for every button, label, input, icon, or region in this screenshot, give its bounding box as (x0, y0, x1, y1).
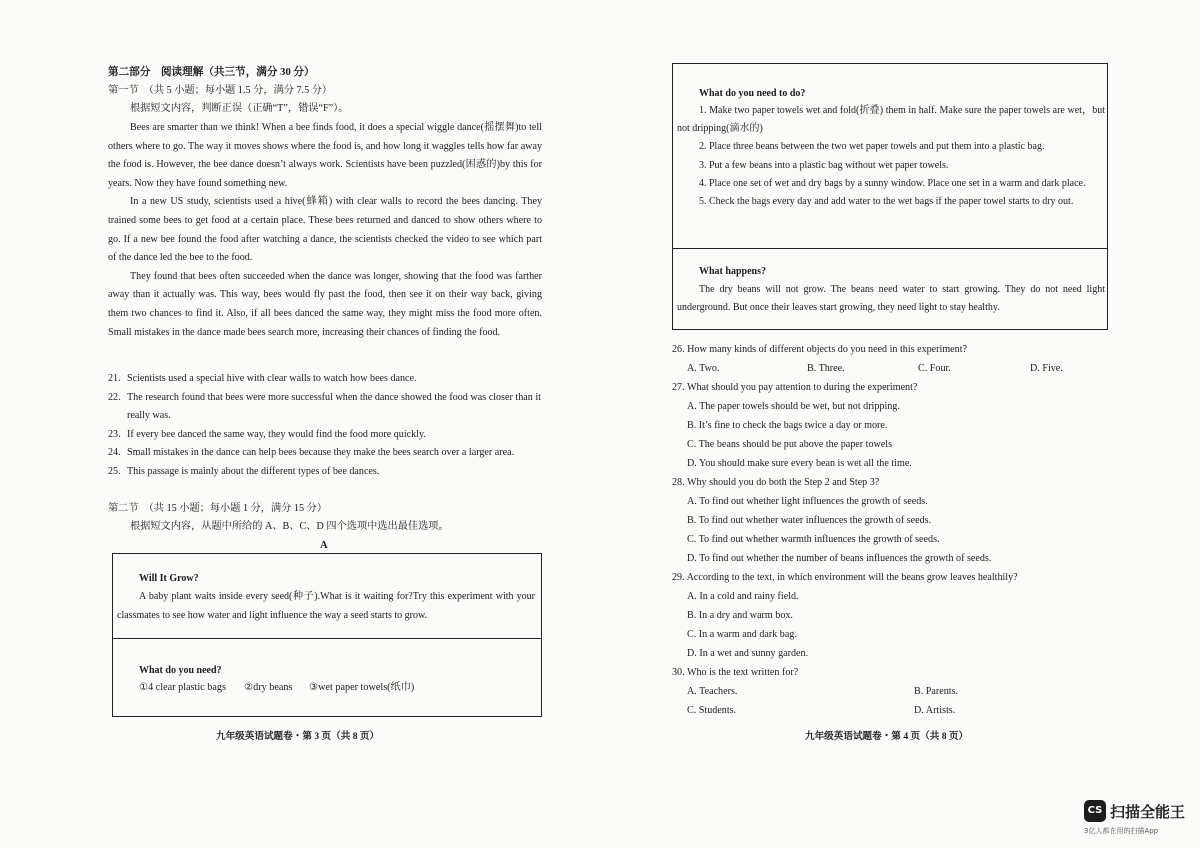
part1-title: 第一节 （共 5 小题；每小题 1.5 分，满分 7.5 分） (108, 85, 333, 96)
statement-text: Scientists used a special hive with clear walls to watch how bees dance. (127, 373, 417, 384)
box-title-what-to-do: What do you need to do? (699, 88, 806, 99)
option: D. You should make sure every bean is wet all the time. (687, 458, 912, 469)
question-26 (672, 340, 1112, 359)
part2-instruction: 根据短文内容，从题中所给的 A、B、C、D 四个选项中选出最佳选项。 (130, 521, 449, 532)
option-row (672, 454, 1112, 473)
option: B. It’s fine to check the bags twice a day or more. (687, 420, 888, 431)
statement-number: 22. (108, 391, 121, 403)
option-row (672, 435, 1112, 454)
option-row (672, 549, 1112, 568)
statement-21 (108, 370, 548, 389)
experiment-box-left (112, 553, 542, 717)
option: C. The beans should be put above the paper towels (687, 439, 893, 450)
option: C. Four. (918, 363, 951, 374)
scanner-app-tagline: 3亿人都在用的扫描App (1084, 827, 1159, 835)
question-text: 30. Who is the text written for? (672, 667, 799, 678)
step-5: 5. Check the bags every day and add water to the wet bags if the paper towel starts to dry out. (699, 196, 1074, 208)
option: A. To find out whether light influences the growth of seeds. (687, 496, 928, 507)
statement-24 (108, 444, 548, 463)
box-divider (112, 638, 542, 639)
material-3: ③wet paper towels(纸巾) (309, 682, 415, 693)
box-title-what-do-you-need: What do you need? (139, 665, 222, 676)
scanner-app-name: 扫描全能王 (1110, 803, 1186, 821)
option: A. Two. (687, 363, 720, 374)
part1-instruction: 根据短文内容，判断正误（正确“T”，错误“F”）。 (130, 103, 349, 114)
page-footer-left: 九年级英语试题卷・第 3 页（共 8 页） (216, 731, 380, 742)
question-text: 26. How many kinds of different objects do you need in this experiment? (672, 344, 967, 355)
option-row (672, 492, 1112, 511)
question-28 (672, 473, 1112, 492)
option: C. To find out whether warmth influences the growth of seeds. (687, 534, 940, 545)
option: D. Artists. (914, 705, 956, 716)
statement-23 (108, 426, 548, 445)
cs-logo-icon: CS (1084, 800, 1106, 822)
option-row (672, 587, 1112, 606)
multiple-choice-questions (672, 340, 1112, 720)
true-false-list (108, 370, 548, 482)
option-row (672, 397, 1112, 416)
option: A. The paper towels should be wet, but not dripping. (687, 401, 900, 412)
passage-paragraph-1: Bees are smarter than we think! When a bee finds food, it does a special wiggle dance(摇摆舞)to tell others where to go. The way it moves shows where the food is, and how long it waggles tells how far away the food is. However, the bee dance doesn’t always work. Scientists have been puzzled(困惑的)by this for years. Now they have found something new. (108, 122, 542, 189)
statement-number: 25. (108, 465, 121, 477)
option: D. In a wet and sunny garden. (687, 648, 809, 659)
option-row (672, 530, 1112, 549)
box-divider (672, 248, 1108, 249)
option: B. Three. (807, 363, 845, 374)
option-row (672, 511, 1112, 530)
material-1: ①4 clear plastic bags (139, 682, 226, 693)
option: C. In a warm and dark bag. (687, 629, 797, 640)
statement-25 (108, 463, 548, 482)
section-title: 第二部分 阅读理解（共三节，满分 30 分） (108, 67, 315, 78)
steps-list (677, 102, 1105, 211)
option-row (672, 606, 1112, 625)
experiment-box-right (672, 63, 1108, 330)
passage-paragraph-3: They found that bees often succeeded when the dance was longer, showing that the food was farther away than it actually was. This way, bees would fly past the food, then see it on their way back, giving them two chances to find it. Also, if all bees danced the same way, they might miss the food more often. Small mistakes in the dance made bees search more, increasing their chances of finding the food. (108, 270, 542, 338)
box-title-will-it-grow: Will It Grow? (139, 573, 199, 584)
statement-number: 24. (108, 447, 121, 459)
option-row (672, 644, 1112, 663)
step-1: 1. Make two paper towels wet and fold(折叠) them in half. Make sure the paper towels are wet，but not dripping(滴水的) (677, 105, 1105, 135)
question-29 (672, 568, 1112, 587)
bee-passage (108, 119, 542, 342)
option-row (672, 625, 1112, 644)
step-4: 4. Place one set of wet and dry bags by a sunny window. Place one set in a warm and dark place. (699, 177, 1086, 189)
option: C. Students. (687, 705, 737, 716)
question-text: 27. What should you pay attention to during the experiment? (672, 382, 918, 393)
passage-letter: A (320, 540, 328, 551)
statement-22 (108, 389, 548, 426)
material-2: ②dry beans (244, 682, 293, 693)
option-row (672, 416, 1112, 435)
question-27 (672, 378, 1112, 397)
statement-text: Small mistakes in the dance can help bees because they make the bees search over a larger area. (127, 447, 515, 459)
statement-text: This passage is mainly about the different types of bee dances. (127, 465, 380, 477)
option: D. To find out whether the number of beans influences the growth of seeds. (687, 553, 992, 564)
statement-number: 23. (108, 428, 121, 440)
step-3: 3. Put a few beans into a plastic bag without wet paper towels. (699, 159, 949, 171)
passage-paragraph-2: In a new US study, scientists used a hive(蜂箱) with clear walls to record the bees dancing. They trained some bees to get food at a certain place. These bees returned and danced to show others where to go. If a new bee found the food after watching a dance, the scientists checked the video to see which part of the dance led the bee to the food. (108, 196, 542, 264)
box-intro-text: A baby plant waits inside every seed(种子).What is it waiting for?Try this experiment with your classmates to see how water and light influence the way a seed starts to grow. (117, 591, 535, 621)
question-text: 29. According to the text, in which environment will the beans grow leaves healthily? (672, 572, 1018, 583)
question-26-options (672, 359, 1112, 378)
part2-title: 第二节 （共 15 小题；每小题 1 分，满分 15 分） (108, 503, 328, 514)
option: B. In a dry and warm box. (687, 610, 793, 621)
option-row (672, 701, 1112, 720)
statement-text: The research found that bees were more successful when the dance showed the food was closer than it really was. (127, 391, 541, 422)
what-happens-text: The dry beans will not grow. The beans need water to start growing. They do not need light underground. But once their leaves start growing, they need light to stay healthy. (677, 284, 1105, 314)
option-row (672, 682, 1112, 701)
statement-number: 21. (108, 373, 121, 384)
option: D. Five. (1030, 363, 1063, 374)
box-title-what-happens: What happens? (699, 266, 766, 277)
option: B. To find out whether water influences the growth of seeds. (687, 515, 932, 526)
option: B. Parents. (914, 686, 959, 697)
step-2: 2. Place three beans between the two wet paper towels and put them into a plastic bag. (699, 141, 1045, 153)
statement-text: If every bee danced the same way, they would find the food more quickly. (127, 428, 426, 440)
option: A. Teachers. (687, 686, 738, 697)
page-footer-right: 九年级英语试题卷・第 4 页（共 8 页） (805, 731, 969, 742)
option: A. In a cold and rainy field. (687, 591, 799, 602)
question-30 (672, 663, 1112, 682)
question-text: 28. Why should you do both the Step 2 and Step 3? (672, 477, 880, 488)
